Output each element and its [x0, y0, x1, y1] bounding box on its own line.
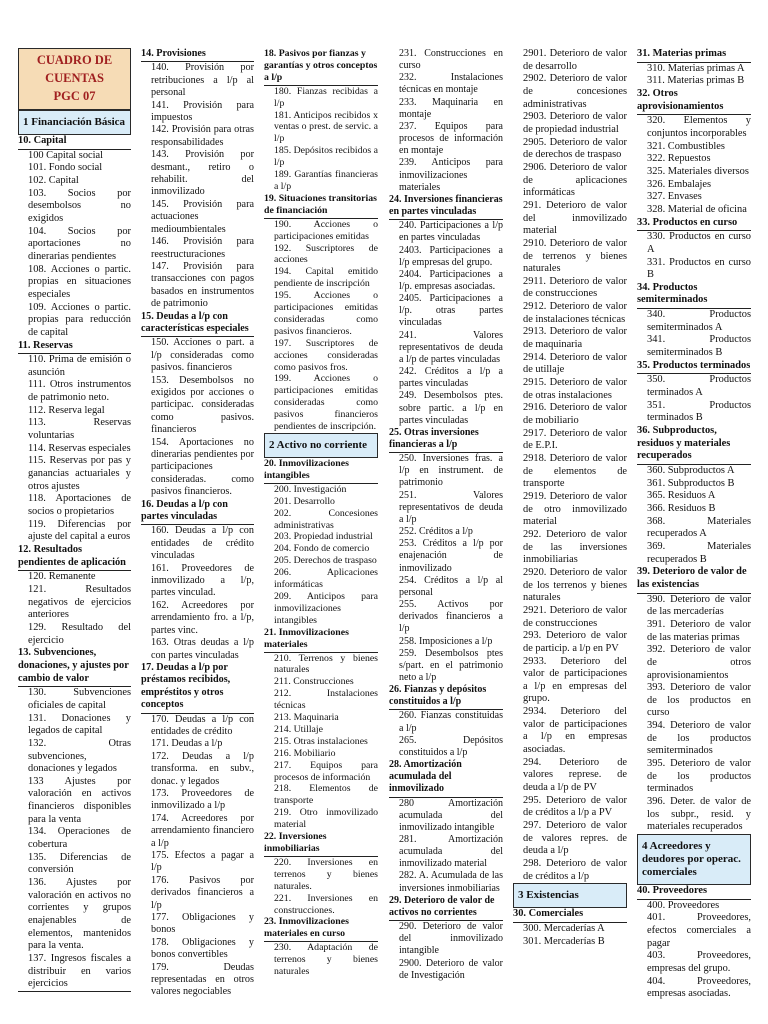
account-item: 135. Diferencias de conversión [28, 851, 131, 876]
account-item: 195. Acciones o participaciones emitidas consideradas como pasivos financieros. [274, 290, 378, 337]
account-item: 251. Valores representativos de deuda a l/p [399, 489, 503, 525]
account-item: 253. Créditos a l/p por enajenación de inmovilizado [399, 538, 503, 574]
account-item: 232. Instalaciones técnicas en montaje [399, 72, 503, 96]
title-line-1: CUADRO DE CUENTAS [36, 53, 113, 85]
account-item: 293. Deterioro de valor de particip. a l/p en PV [523, 630, 627, 654]
account-item: 396. Deter. de valor de los subpr., resid. y materiales recuperados [647, 796, 751, 833]
account-item: 200. Investigación [274, 483, 347, 495]
account-item: 242. Créditos a l/p a partes vinculadas [399, 366, 503, 390]
account-item: 341. Productos semiterminados B [647, 334, 751, 359]
account-item: 209. Anticipos para inmovilizaciones intangibles [274, 590, 378, 626]
account-item: 119. Diferencias por ajuste del capital a euros [28, 518, 131, 543]
account-item: 401. Proveedores, efectos comerciales a pagar [647, 912, 751, 949]
account-item: 391. Deterioro de valor de las materias primas [647, 618, 751, 643]
account-item: 2913. Deterioro de valor de maquinaria [523, 326, 627, 351]
account-item: 295. Deterioro de valor de créditos a l/p a PV [523, 794, 627, 819]
account-item: 310. Materias primas A [647, 62, 745, 74]
account-item: 150. Acciones o part. a l/p consideradas como pasivos. financieros [151, 337, 254, 374]
account-item: 215. Otras instalaciones [274, 735, 368, 747]
account-item: 110. Prima de emisión o asunción [28, 354, 131, 378]
account-item: 141. Provisión para impuestos [151, 99, 254, 124]
account-item: 2916. Deterioro de valor de mobiliario [523, 402, 627, 427]
account-item: 220. Inversiones en terrenos y bienes naturales. [274, 856, 378, 892]
account-item: 108. Acciones o partic. propias en situaciones especiales [28, 263, 131, 300]
account-item: 2901. Deterioro de valor de desarrollo [523, 48, 627, 72]
account-item: 404. Proveedores, empresas asociadas. [647, 975, 751, 1000]
account-item: 181. Anticipos recibidos x ventas o prest. de servic. a l/p [274, 109, 378, 145]
account-item: 394. Deterioro de valor de los productos semiterminados [647, 720, 751, 757]
account-item: 190. Acciones o participaciones emitidas [274, 218, 378, 242]
account-item: 133 Ajustes por valoración en activos financieros disponibles para la venta [28, 775, 131, 825]
account-item: 233. Maquinaria en montaje [399, 96, 503, 120]
account-item: 129. Resultado del ejercicio [28, 621, 131, 646]
account-item: 2403. Participaciones a l/p empresas del grupo. [399, 244, 503, 268]
account-item: 221. Inversiones en construcciones. [274, 892, 378, 916]
account-item: 237. Equipos para procesos de información en montaje [399, 120, 503, 157]
group-header: 2 Activo no corriente [264, 433, 378, 458]
account-item: 197. Suscriptores de acciones consideradas como pasivos fros. [274, 337, 378, 373]
account-item: 2405. Participaciones a l/p. otras partes vinculadas [399, 293, 503, 329]
subgroup-title: 31. Materias primas [637, 48, 751, 63]
document-title [18, 48, 131, 110]
account-item: 361. Subproductos B [647, 477, 735, 489]
account-item: 280 Amortización acumulada del inmovilizado intangible [399, 797, 503, 833]
account-item: 259. Desembolsos ptes s/part. en el patrimonio neto a l/p [399, 647, 503, 683]
account-item: 214. Utillaje [274, 723, 323, 735]
account-item: 281. Amortización acumulada del inmovilizado material [399, 834, 503, 870]
account-item: 320. Elementos y conjuntos incorporables [647, 115, 751, 139]
account-item: 102. Capital [28, 174, 79, 186]
subgroup-title: 40. Proveedores [637, 885, 751, 900]
account-item: 131. Donaciones y legados de capital [28, 712, 131, 737]
subgroup-title: 39. Deterioro de valor de las existencias [637, 566, 751, 593]
account-item: 2920. Deterioro de valor de los terrenos y bienes naturales [523, 566, 627, 604]
account-item: 291. Deterioro de valor del inmovilizado material [523, 199, 627, 237]
account-item: 2905. Deterioro de valor de derechos de traspaso [523, 136, 627, 161]
subgroup-title: 14. Provisiones [141, 48, 254, 62]
account-item: 203. Propiedad industrial [274, 531, 373, 543]
subgroup-title: 10. Capital [18, 135, 131, 150]
account-item: 254. Créditos a l/p al personal [399, 574, 503, 598]
account-item: 327. Envases [647, 191, 702, 203]
account-item: 211. Construcciones [274, 676, 354, 688]
account-item: 366. Residuos B [647, 502, 716, 514]
subgroup-title: 33. Productos en curso [637, 217, 751, 232]
account-item: 206. Aplicaciones informáticas [274, 567, 378, 591]
group-header: 4 Acreedores y deudores por operac. comerciales [637, 834, 751, 885]
account-item: 2900. Deterioro de valor de Investigación [399, 957, 503, 981]
account-item: 146. Provisión para reestructuraciones [151, 236, 254, 260]
account-item: 2903. Deterioro de valor de propiedad industrial [523, 111, 627, 135]
account-item: 2902. Deterioro de valor de concesiones administrativas [523, 73, 627, 110]
account-item: 112. Reserva legal [28, 404, 105, 416]
subgroup-title: 23. Inmovilizaciones materiales en curso [264, 916, 378, 942]
account-item: 340. Productos semiterminados A [647, 309, 751, 333]
account-item: 392. Deterioro de valor de otros aprovisionamientos [647, 644, 751, 681]
account-item: 175. Efectos a pagar a l/p [151, 850, 254, 874]
account-item: 109. Acciones o partic. propias para reducción de capital [28, 301, 131, 338]
subgroup-title: 17. Deudas a l/p por préstamos recibidos, empréstitos y otros conceptos [141, 662, 254, 714]
account-item: 2404. Participaciones a l/p. empresas asociadas. [399, 268, 503, 292]
account-item: 241. Valores representativos de deuda a l/p de partes vinculadas [399, 329, 503, 365]
account-item: 330. Productos en curso A [647, 231, 751, 255]
column-3 [264, 48, 378, 978]
account-item: 163. Otras deudas a l/p con partes vinculadas [151, 637, 254, 661]
account-item: 213. Maquinaria [274, 712, 339, 724]
account-item: 290. Deterioro de valor del inmovilizado intangible [399, 921, 503, 957]
account-item: 231. Construcciones en curso [399, 48, 503, 72]
account-item: 154. Aportaciones no dinerarias pendientes por participaciones consideradas. como pasivos financieros. [151, 436, 254, 498]
account-item: 390. Deterioro de valor de las mercaderías [647, 593, 751, 618]
subgroup-title: 12. Resultados pendientes de aplicación [18, 544, 131, 571]
account-item: 199. Acciones o participaciones emitidas consideradas como pasivos financieros pendientes de inscripción. [274, 373, 378, 433]
account-item: 239. Anticipos para inmovilizaciones materiales [399, 157, 503, 193]
account-item: 282. A. Acumulada de las inversiones inmobiliarias [399, 870, 503, 894]
account-item: 202. Concesiones administrativas [274, 507, 378, 531]
account-item: 153. Desembolsos no exigidos por acciones o participac. consideradas como pasivos. financieros [151, 374, 254, 436]
account-item: 147. Provisión para transacciones con pagos basados en instrumentos de patrimonio [151, 260, 254, 310]
account-item: 395. Deterioro de valor de los productos terminados [647, 758, 751, 795]
account-item: 311. Materias primas B [647, 75, 745, 87]
account-item: 192. Suscriptores de acciones [274, 242, 378, 266]
subgroup-title: 28. Amortización acumulada del inmovilizado [389, 759, 503, 797]
subgroup-title: 22. Inversiones inmobiliarias [264, 831, 378, 857]
account-item: 393. Deterioro de valor de los productos en curso [647, 682, 751, 719]
subgroup-title: 29. Deterioro de valor de activos no corrientes [389, 895, 503, 921]
account-item: 328. Material de oficina [647, 203, 747, 215]
account-item: 2910. Deterioro de valor de terrenos y bienes naturales [523, 237, 627, 275]
account-item: 137. Ingresos fiscales a distribuir en varios ejercicios [28, 953, 131, 990]
account-item: 2915. Deterioro de valor de otras instalaciones [523, 377, 627, 401]
account-item: 176. Pasivos por derivados financieros a l/p [151, 874, 254, 911]
account-item: 252. Créditos a l/p [399, 526, 473, 538]
account-item: 194. Capital emitido pendiente de inscripción [274, 266, 378, 290]
account-item: 177. Obligaciones y bonos [151, 912, 254, 936]
account-item: 132. Otras subvenciones, donaciones y legados [28, 737, 131, 775]
account-item: 205. Derechos de traspaso [274, 555, 377, 567]
account-item: 2914. Deterioro de valor de utillaje [523, 351, 627, 376]
account-item: 201. Desarrollo [274, 495, 335, 507]
account-item: 2917. Deterioro de valor de E.P.I. [523, 427, 627, 452]
account-item: 219. Otro inmovilizado material [274, 807, 378, 831]
account-item: 101. Fondo social [28, 162, 103, 174]
account-item: 174. Acreedores por arrendamiento financiero a l/p [151, 812, 254, 849]
account-item: 325. Materiales diversos [647, 165, 749, 177]
account-item: 120. Remanente [28, 571, 96, 583]
account-item: 143. Provisión por desmant., retiro o rehabilit. del inmovilizado [151, 149, 254, 198]
account-item: 351. Productos terminados B [647, 399, 751, 424]
account-item: 218. Elementos de transporte [274, 783, 378, 807]
account-item: 331. Productos en curso B [647, 256, 751, 281]
account-item: 172. Deudas a l/p transforma. en subv., donac. y legados [151, 750, 254, 787]
subgroup-title: 36. Subproductos, residuos y materiales recuperados [637, 425, 751, 465]
account-item: 230. Adaptación de terrenos y bienes naturales [274, 942, 378, 978]
account-item: 161. Proveedores de inmovilizado a l/p, partes vinculad. [151, 562, 254, 599]
subgroup-title: 18. Pasivos por fianzas y garantías y otros conceptos a l/p [264, 48, 378, 86]
subgroup-title: 24. Inversiones financieras en partes vinculadas [389, 194, 503, 220]
account-item: 321. Combustibles [647, 140, 725, 152]
account-item: 300. Mercaderías A [523, 922, 605, 934]
account-item: 2918. Deterioro de valor de elementos de transporte [523, 453, 627, 490]
account-item: 170. Deudas a l/p con entidades de crédito [151, 713, 254, 737]
account-item: 115. Reservas por pas y ganancias actuariales y otros ajustes [28, 455, 131, 492]
column-end-rule [18, 991, 131, 992]
account-item: 136. Ajustes por valoración en activos no corrientes y grupos enajenables de elementos, mantenidos para la venta. [28, 877, 131, 952]
group-header: 3 Existencias [513, 883, 627, 908]
column-5 [513, 48, 627, 948]
subgroup-title: 30. Comerciales [513, 908, 627, 923]
subgroup-title: 20. Inmovilizaciones intangibles [264, 458, 378, 484]
account-item: 204. Fondo de comercio [274, 543, 370, 555]
account-item: 104. Socios por aportaciones no dinerarias pendientes [28, 225, 131, 262]
account-item: 217. Equipos para procesos de información [274, 759, 378, 783]
account-item: 400. Proveedores [647, 899, 720, 911]
account-item: 160. Deudas a l/p con entidades de crédito vinculadas [151, 525, 254, 562]
account-item: 298. Deterioro de valor de créditos a l/p [523, 858, 627, 882]
account-item: 171. Deudas a l/p [151, 738, 223, 750]
subgroup-title: 21. Inmovilizaciones materiales [264, 627, 378, 653]
account-item: 350. Productos terminados A [647, 374, 751, 399]
account-item: 2934. Deterioro del valor de participaciones a l/p en empresas asociadas. [523, 706, 627, 756]
account-item: 162. Acreedores por arrendamiento fro. a l/p, partes vinc. [151, 599, 254, 636]
account-item: 111. Otros instrumentos de patrimonio neto. [28, 379, 131, 404]
subgroup-title: 25. Otras inversiones financieras a l/p [389, 427, 503, 453]
account-item: 130. Subvenciones oficiales de capital [28, 687, 131, 711]
account-item: 121. Resultados negativos de ejercicios anteriores [28, 583, 131, 621]
account-item: 258. Imposiciones a l/p [399, 635, 493, 647]
account-item: 368. Materiales recuperados A [647, 515, 751, 540]
account-item: 142. Provisión para otras responsabilidades [151, 124, 254, 148]
account-item: 301. Mercaderías B [523, 935, 605, 947]
subgroup-title: 13. Subvenciones, donaciones, y ajustes por cambio de valor [18, 647, 131, 687]
account-item: 2921. Deterioro de valor de construcciones [523, 604, 627, 629]
account-item: 365. Residuos A [647, 490, 716, 502]
account-item: 2906. Deterioro de valor de aplicaciones informáticas [523, 161, 627, 199]
account-item: 255. Activos por derivados financieros a l/p [399, 599, 503, 635]
subgroup-title: 11. Reservas [18, 340, 131, 355]
account-item: 265. Depósitos constituidos a l/p [399, 734, 503, 758]
account-item: 100 Capital social [28, 149, 104, 161]
account-item: 173. Proveedores de inmovilizado a l/p [151, 787, 254, 812]
account-item: 369. Materiales recuperados B [647, 540, 751, 565]
subgroup-title: 26. Fianzas y depósitos constituidos a l/p [389, 684, 503, 710]
subgroup-title: 34. Productos semiterminados [637, 282, 751, 309]
subgroup-title: 15. Deudas a l/p con características especiales [141, 311, 254, 338]
subgroup-title: 19. Situaciones transitorias de financiación [264, 193, 378, 219]
account-item: 240. Participaciones a l/p en partes vinculadas [399, 220, 503, 244]
account-item: 250. Inversiones fras. a l/p en instrument. de patrimonio [399, 453, 503, 489]
column-4 [389, 48, 503, 982]
account-item: 118. Aportaciones de socios o propietarios [28, 493, 131, 518]
account-item: 326. Embalajes [647, 178, 712, 190]
account-item: 294. Deterioro de valores represe. de deuda a l/p de PV [523, 756, 627, 794]
account-item: 189. Garantías financieras a l/p [274, 169, 378, 192]
title-line-2: PGC 07 [53, 89, 96, 103]
account-item: 210. Terrenos y bienes naturales [274, 652, 378, 676]
account-item: 292. Deterioro de valor de las inversiones inmobiliarias [523, 528, 627, 566]
account-item: 185. Depósitos recibidos a l/p [274, 145, 378, 169]
account-item: 2912. Deterioro de valor de instalaciones técnicas [523, 301, 627, 325]
account-item: 140. Provisión por retribuciones a l/p al personal [151, 62, 254, 99]
column-1 [18, 48, 131, 992]
account-item: 178. Obligaciones y bonos convertibles [151, 936, 254, 961]
account-item: 216. Mobiliario [274, 747, 336, 759]
account-item: 2911. Deterioro de valor de construcciones [523, 275, 627, 300]
account-item: 297. Deterioro de valor de valores repres. de deuda a l/p [523, 820, 627, 857]
subgroup-title: 35. Productos terminados [637, 360, 751, 375]
column-2 [141, 48, 254, 999]
account-item: 179. Deudas representadas en otros valores negociables [151, 961, 254, 998]
account-item: 134. Operaciones de cobertura [28, 826, 131, 851]
subgroup-title: 32. Otros aprovisionamientos [637, 88, 751, 115]
account-item: 145. Provisión para actuaciones medioumbientales [151, 198, 254, 235]
group-header: 1 Financiación Básica [18, 110, 131, 135]
account-item: 403. Proveedores, empresas del grupo. [647, 950, 751, 974]
account-item: 103. Socios por desembolsos no exigidos [28, 187, 131, 224]
account-item: 180. Fianzas recibidas a l/p [274, 85, 378, 109]
account-item: 322. Repuestos [647, 153, 711, 165]
account-item: 249. Desembolsos ptes. sobre partic. a l/p en partes vinculadas [399, 390, 503, 426]
column-6 [637, 48, 751, 1001]
subgroup-title: 16. Deudas a l/p con partes vinculadas [141, 499, 254, 526]
account-item: 212. Instalaciones técnicas [274, 688, 378, 712]
account-item: 2919. Deterioro de valor de otro inmovilizado material [523, 490, 627, 528]
account-item: 114. Reservas especiales [28, 442, 131, 454]
account-item: 113. Reservas voluntarias [28, 417, 131, 442]
account-item: 260. Fianzas constituidas a l/p [399, 710, 503, 734]
account-item: 360. Subproductos A [647, 465, 735, 476]
account-item: 2933. Deterioro del valor de participaciones a l/p en empresas del grupo. [523, 655, 627, 705]
